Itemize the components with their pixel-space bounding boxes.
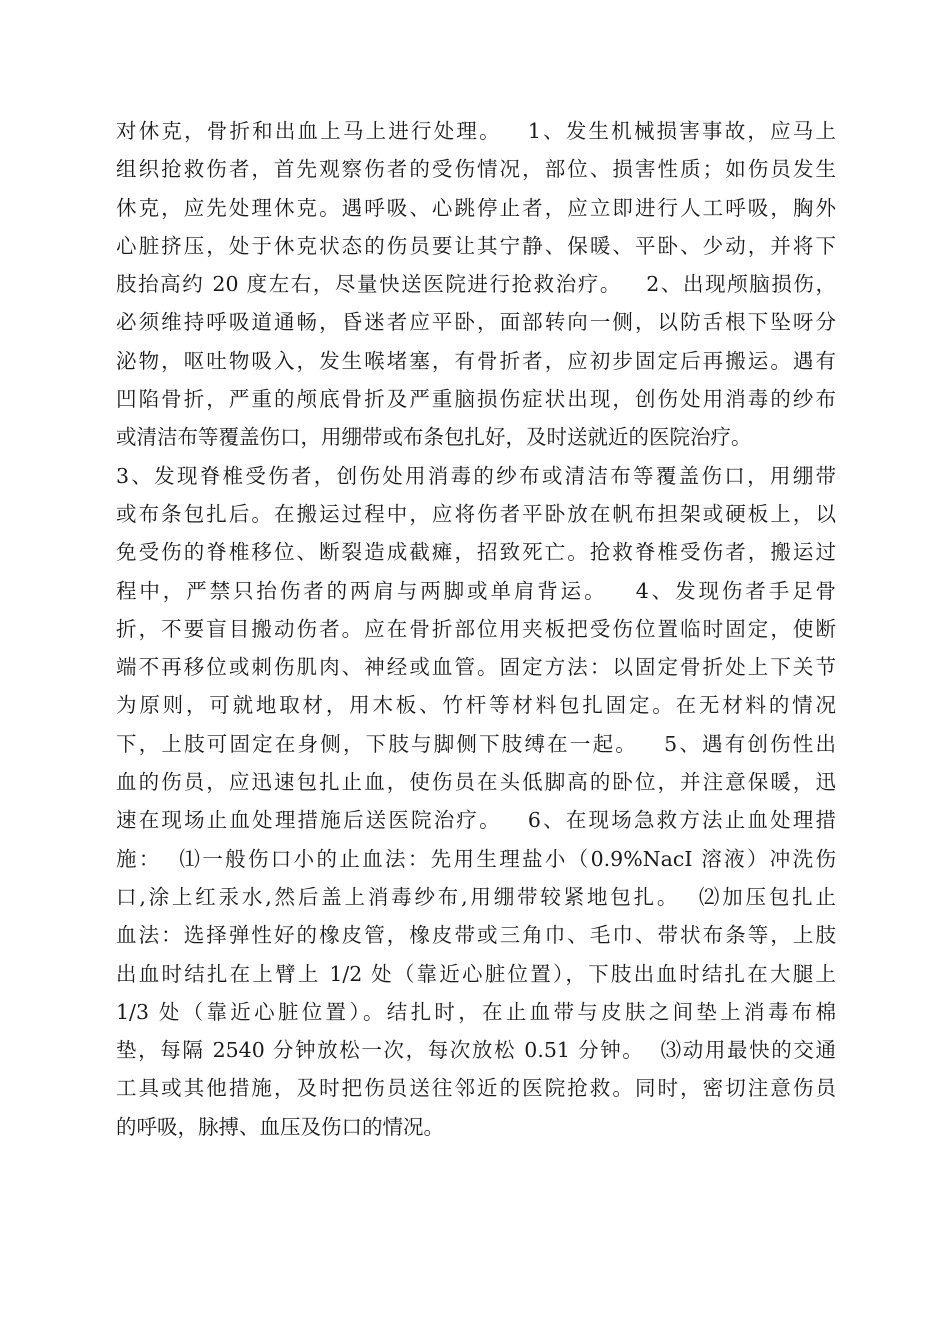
text-line: 必须维持呼吸道通畅，昏迷者应平卧，面部转向一侧，以防舌根下坠呀分	[116, 310, 836, 335]
text-line: 出血时结扎在上臂上 1/2 处（靠近心脏位置），下肢出血时结扎在大腿上	[116, 961, 836, 986]
text-line: 端不再移位或刺伤肌肉、神经或血管。固定方法：以固定骨折处上下关节	[116, 655, 836, 680]
text-line: 泌物，呕吐物吸入，发生喉堵塞，有骨折者，应初步固定后再搬运。遇有	[116, 348, 836, 373]
text-line: 对休克，骨折和出血上马上进行处理。 1、发生机械损害事故，应马上	[116, 119, 836, 143]
text-line: 垫，每隔 2540 分钟放松一次，每次放松 0.51 分钟。 ⑶动用最快的交通	[116, 1038, 836, 1063]
text-line: 心脏挤压，处于休克状态的伤员要让其宁静、保暖、平卧、少动，并将下	[116, 233, 836, 258]
text-line: 1/3 处（靠近心脏位置）。结扎时，在止血带与皮肤之间垫上消毒布棉	[116, 999, 836, 1024]
text-line: 肢抬高约 20 度左右，尽量快送医院进行抢救治疗。 2、出现颅脑损伤，	[116, 272, 836, 297]
text-line: 免受伤的脊椎移位、断裂造成截瘫，招致死亡。抢救脊椎受伤者，搬运过	[116, 540, 836, 565]
text-line: 为原则，可就地取材，用木板、竹杆等材料包扎固定。在无材料的情况	[116, 693, 836, 718]
text-line: 施： ⑴一般伤口小的止血法：先用生理盐小（0.9%NacI 溶液）冲洗伤	[116, 846, 836, 871]
text-line: 下，上肢可固定在身侧，下肢与脚侧下肢缚在一起。 5、遇有创伤性出	[116, 731, 836, 756]
text-line: 休克，应先处理休克。遇呼吸、心跳停止者，应立即进行人工呼吸，胸外	[116, 195, 836, 220]
text-line: 血法：选择弹性好的橡皮管，橡皮带或三角巾、毛巾、带状布条等，上肢	[116, 923, 836, 948]
text-line: 组织抢救伤者，首先观察伤者的受伤情况，部位、损害性质；如伤员发生	[116, 157, 836, 182]
text-line: 速在现场止血处理措施后送医院治疗。 6、在现场急救方法止血处理措	[116, 808, 836, 833]
body-text	[116, 112, 836, 1146]
text-line: 或布条包扎后。在搬运过程中，应将伤者平卧放在帆布担架或硬板上，以	[116, 501, 836, 526]
text-line: 或清洁布等覆盖伤口，用绷带或布条包扎好，及时送就近的医院治疗。	[116, 425, 752, 450]
text-line: 程中，严禁只抬伤者的两肩与两脚或单肩背运。 4、发现伤者手足骨	[116, 578, 836, 603]
text-line: 口,涂上红汞水,然后盖上消毒纱布,用绷带较紧地包扎。 ⑵加压包扎止	[116, 884, 836, 909]
text-line: 折，不要盲目搬动伤者。应在骨折部位用夹板把受伤位置临时固定，使断	[116, 616, 836, 641]
text-line: 血的伤员，应迅速包扎止血，使伤员在头低脚高的卧位，并注意保暖，迅	[116, 770, 836, 795]
text-line: 3、发现脊椎受伤者，创伤处用消毒的纱布或清洁布等覆盖伤口，用绷带	[116, 463, 836, 488]
text-line: 的呼吸，脉搏、血压及伤口的情况。	[116, 1114, 444, 1139]
text-line: 凹陷骨折，严重的颅底骨折及严重脑损伤症状出现，创伤处用消毒的纱布	[116, 387, 836, 412]
text-line: 工具或其他措施，及时把伤员送往邻近的医院抢救。同时，密切注意伤员	[116, 1076, 836, 1101]
